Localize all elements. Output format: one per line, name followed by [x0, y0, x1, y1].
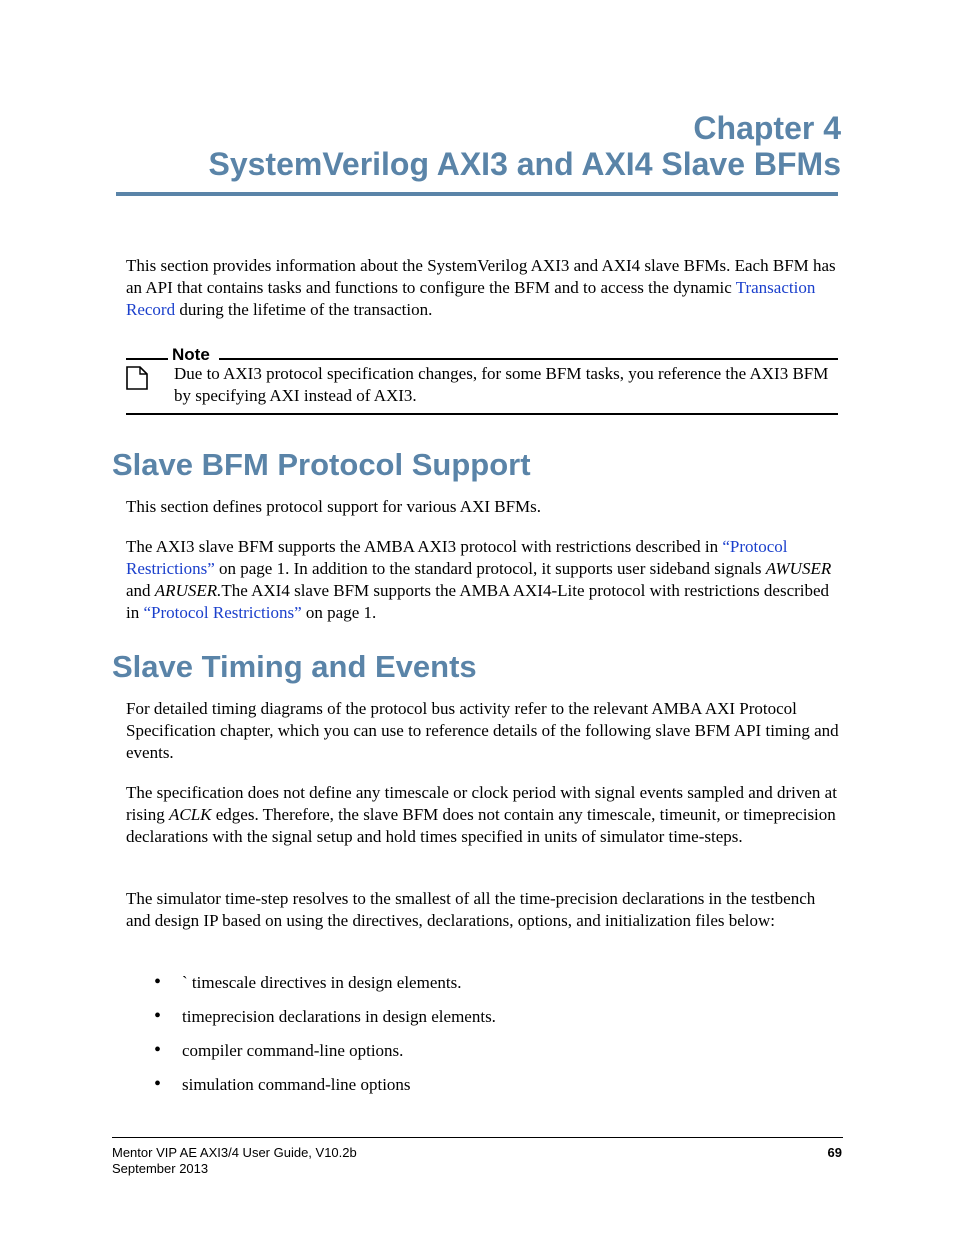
chapter-title: SystemVerilog AXI3 and AXI4 Slave BFMs — [208, 146, 841, 182]
protocol-support-paragraph-2 — [126, 536, 842, 624]
protocol-support-paragraph-1: This section defines protocol support for various AXI BFMs. — [126, 497, 542, 516]
timing-p2-text: edges. Therefore, the slave BFM does not contain any timescale, timeunit, or timeprecision declarations with the signal setup and hold times specified in units of simulator time-steps. — [126, 805, 836, 846]
footer-rule — [112, 1137, 843, 1138]
directives-list — [150, 972, 496, 1108]
intro-paragraph — [126, 255, 842, 321]
list-item — [150, 1006, 496, 1040]
note-bottom-rule — [126, 413, 838, 415]
note-top-rule-right — [219, 358, 838, 360]
p2-text: The AXI3 slave BFM supports the AMBA AXI3 protocol with restrictions described in — [126, 537, 723, 556]
list-item-text: ` timescale directives in design elements. — [182, 973, 462, 992]
protocol-restrictions-link-2[interactable]: “Protocol Restrictions” — [143, 603, 302, 622]
note-label: Note — [172, 345, 210, 364]
timing-paragraph-1: For detailed timing diagrams of the protocol bus activity refer to the relevant AMBA AXI Protocol Specification chapter, which you can use to reference details of the following slave BFM API timing and events. — [126, 699, 839, 762]
intro-text-end: during the lifetime of the transaction. — [175, 300, 433, 319]
intro-text: This section provides information about the SystemVerilog AXI3 and AXI4 slave BFMs. Each BFM has an API that contains tasks and functions to configure the BFM and to access the dynamic — [126, 256, 836, 297]
bullet-icon: • — [154, 971, 162, 993]
awuser-signal: AWUSER — [765, 559, 832, 578]
note-text: Due to AXI3 protocol specification changes, for some BFM tasks, you reference the AXI3 BFM by specifying AXI instead of AXI3. — [174, 364, 829, 405]
section-heading-protocol-support: Slave BFM Protocol Support — [112, 447, 531, 482]
bullet-icon: • — [154, 1039, 162, 1061]
p2-text: on page 1. — [301, 603, 377, 622]
list-item — [150, 1074, 496, 1108]
p2-text: on page 1. In addition to the standard protocol, it supports user sideband signals — [214, 559, 766, 578]
footer-date: September 2013 — [112, 1161, 209, 1176]
timing-p2-text: The specification does not define any timescale or clock period with signal events sampled and driven at rising — [126, 783, 837, 824]
transaction-record-link[interactable]: Transaction Record — [126, 278, 816, 319]
aruser-signal: ARUSER. — [154, 581, 222, 600]
protocol-restrictions-link-1[interactable]: “Protocol Restrictions” — [126, 537, 788, 578]
note-top-rule-left — [126, 358, 168, 360]
title-underline — [116, 192, 838, 196]
bullet-icon: • — [154, 1073, 162, 1095]
aclk-signal: ACLK — [168, 805, 212, 824]
footer-guide-title: Mentor VIP AE AXI3/4 User Guide, V10.2b — [112, 1145, 357, 1160]
bullet-icon: • — [154, 1005, 162, 1027]
chapter-number: Chapter 4 — [693, 110, 841, 146]
timing-paragraph-3: The simulator time-step resolves to the smallest of all the time-precision declarations in the testbench and design IP based on using the directives, declarations, options, and initialization files below: — [126, 889, 816, 930]
timing-paragraph-2 — [126, 782, 842, 848]
section-heading-timing-events: Slave Timing and Events — [112, 649, 477, 684]
list-item — [150, 972, 496, 1006]
list-item-text: simulation command-line options — [182, 1075, 411, 1094]
list-item-text: compiler command-line options. — [182, 1041, 404, 1060]
list-item-text: timeprecision declarations in design elements. — [182, 1007, 496, 1026]
page-number: 69 — [827, 1145, 842, 1160]
p2-text: and — [126, 581, 155, 600]
p2-text: The AXI4 slave BFM supports the AMBA AXI4-Lite protocol with restrictions described in — [126, 581, 830, 622]
list-item — [150, 1040, 496, 1074]
note-page-icon — [126, 366, 148, 390]
